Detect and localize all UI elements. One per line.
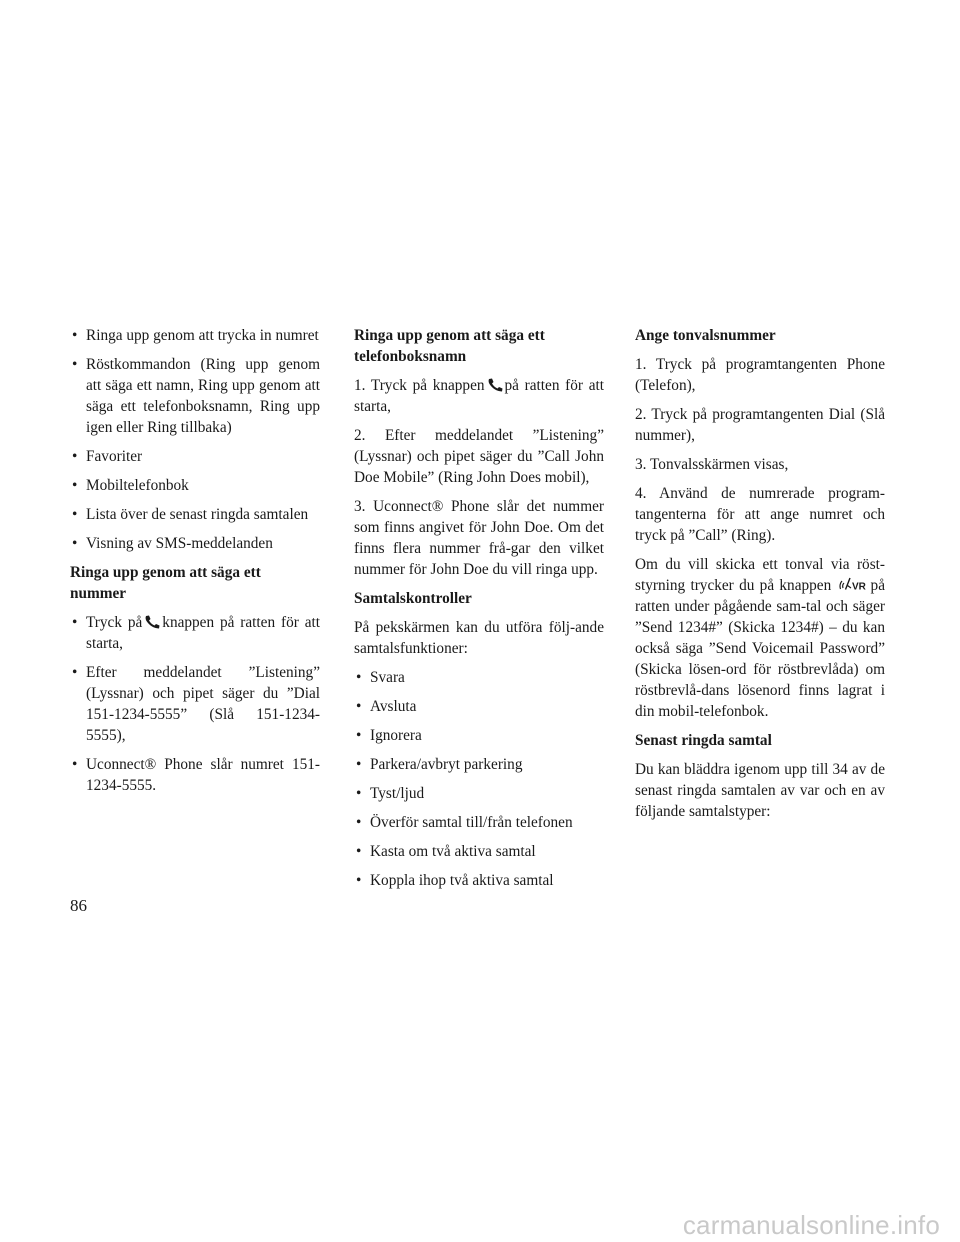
column-right: [635, 325, 885, 830]
paragraph: Du kan bläddra igenom upp till 34 av de senast ringda samtalen av var och en av följande samtalstyper:: [635, 761, 885, 820]
list-item: • Parkera/avbryt parkering: [354, 754, 604, 775]
text-fragment: på ratten för att starta,: [354, 377, 604, 415]
step-1: 1. Tryck på programtangenten Phone (Telefon),: [635, 356, 885, 394]
text-fragment: Tryck på: [86, 614, 143, 631]
list-item: • Ignorera: [354, 725, 604, 746]
list-item: • Kasta om två aktiva samtal: [354, 841, 604, 862]
step-3: 3. Uconnect® Phone slår det nummer som finns angivet för John Doe. Om det finns flera nummer frå-gar den vilket nummer för John Doe du vill ringa upp.: [354, 498, 604, 578]
list-item: • Överför samtal till/från telefonen: [354, 812, 604, 833]
step-1: [354, 375, 604, 417]
text-fragment: Om du vill skicka ett tonval via röst-styrning trycker du på knappen: [635, 556, 885, 594]
watermark: carmanualsonline.info: [682, 1210, 940, 1240]
list-item: • Mobiltelefonbok: [70, 475, 320, 496]
step-4: 4. Använd de numrerade program-tangenterna för att ange numret och tryck på ”Call” (Ring).: [635, 485, 885, 544]
step-2: 2. Tryck på programtangenten Dial (Slå nummer),: [635, 406, 885, 444]
list-item: • Efter meddelandet ”Listening” (Lyssnar) och pipet säger du ”Dial 151-1234-5555” (Slå 151-1234-5555),: [70, 662, 320, 746]
column-middle: [354, 325, 604, 899]
list-item: • Favoriter: [70, 446, 320, 467]
list-item: • Uconnect® Phone slår numret 151-1234-5555.: [70, 754, 320, 796]
phone-icon: [144, 615, 160, 629]
list-item: • Svara: [354, 667, 604, 688]
section-heading: Ringa upp genom att säga ett telefonboksnamn: [354, 327, 545, 365]
list-item: • Avsluta: [354, 696, 604, 717]
section-heading: Samtalskontroller: [354, 590, 472, 607]
section-heading: Ringa upp genom att säga ett nummer: [70, 564, 261, 602]
column-left: [70, 325, 320, 804]
list-item: • Ringa upp genom att trycka in numret: [70, 325, 320, 346]
voice-recognition-icon: [839, 577, 869, 592]
text-fragment: knappen på ratten för att starta,: [86, 614, 320, 652]
list-item: • Koppla ihop två aktiva samtal: [354, 870, 604, 891]
text-fragment: på ratten under pågående sam-tal och säger ”Send 1234#” (Skicka 1234#) – du kan också säga ”Send Voicemail Password” (Skicka lösen-ord för röstbrevlåda) om röstbrevlå-dans lösenord finns lagrat i din mobil-telefonbok.: [635, 577, 885, 720]
section-heading: Ange tonvalsnummer: [635, 327, 776, 344]
page-number: 86: [70, 896, 87, 915]
paragraph: På pekskärmen kan du utföra följ-ande samtalsfunktioner:: [354, 619, 604, 657]
phone-icon: [487, 378, 503, 392]
list-item: • Visning av SMS-meddelanden: [70, 533, 320, 554]
list-item: [70, 612, 320, 654]
list-item: • Lista över de senast ringda samtalen: [70, 504, 320, 525]
list-item: • Röstkommandon (Ring upp genom att säga ett namn, Ring upp genom att säga ett telefonboksnamn, Ring upp igen eller Ring tillbaka): [70, 354, 320, 438]
svg-text:VR: VR: [851, 581, 866, 592]
step-3: 3. Tonvalsskärmen visas,: [635, 456, 789, 473]
step-2: 2. Efter meddelandet ”Listening” (Lyssnar) och pipet säger du ”Call John Doe Mobile” (Ring John Does mobil),: [354, 427, 604, 486]
paragraph: [635, 554, 885, 722]
section-heading: Senast ringda samtal: [635, 732, 772, 749]
text-fragment: 1. Tryck på knappen: [354, 377, 485, 394]
list-item: • Tyst/ljud: [354, 783, 604, 804]
